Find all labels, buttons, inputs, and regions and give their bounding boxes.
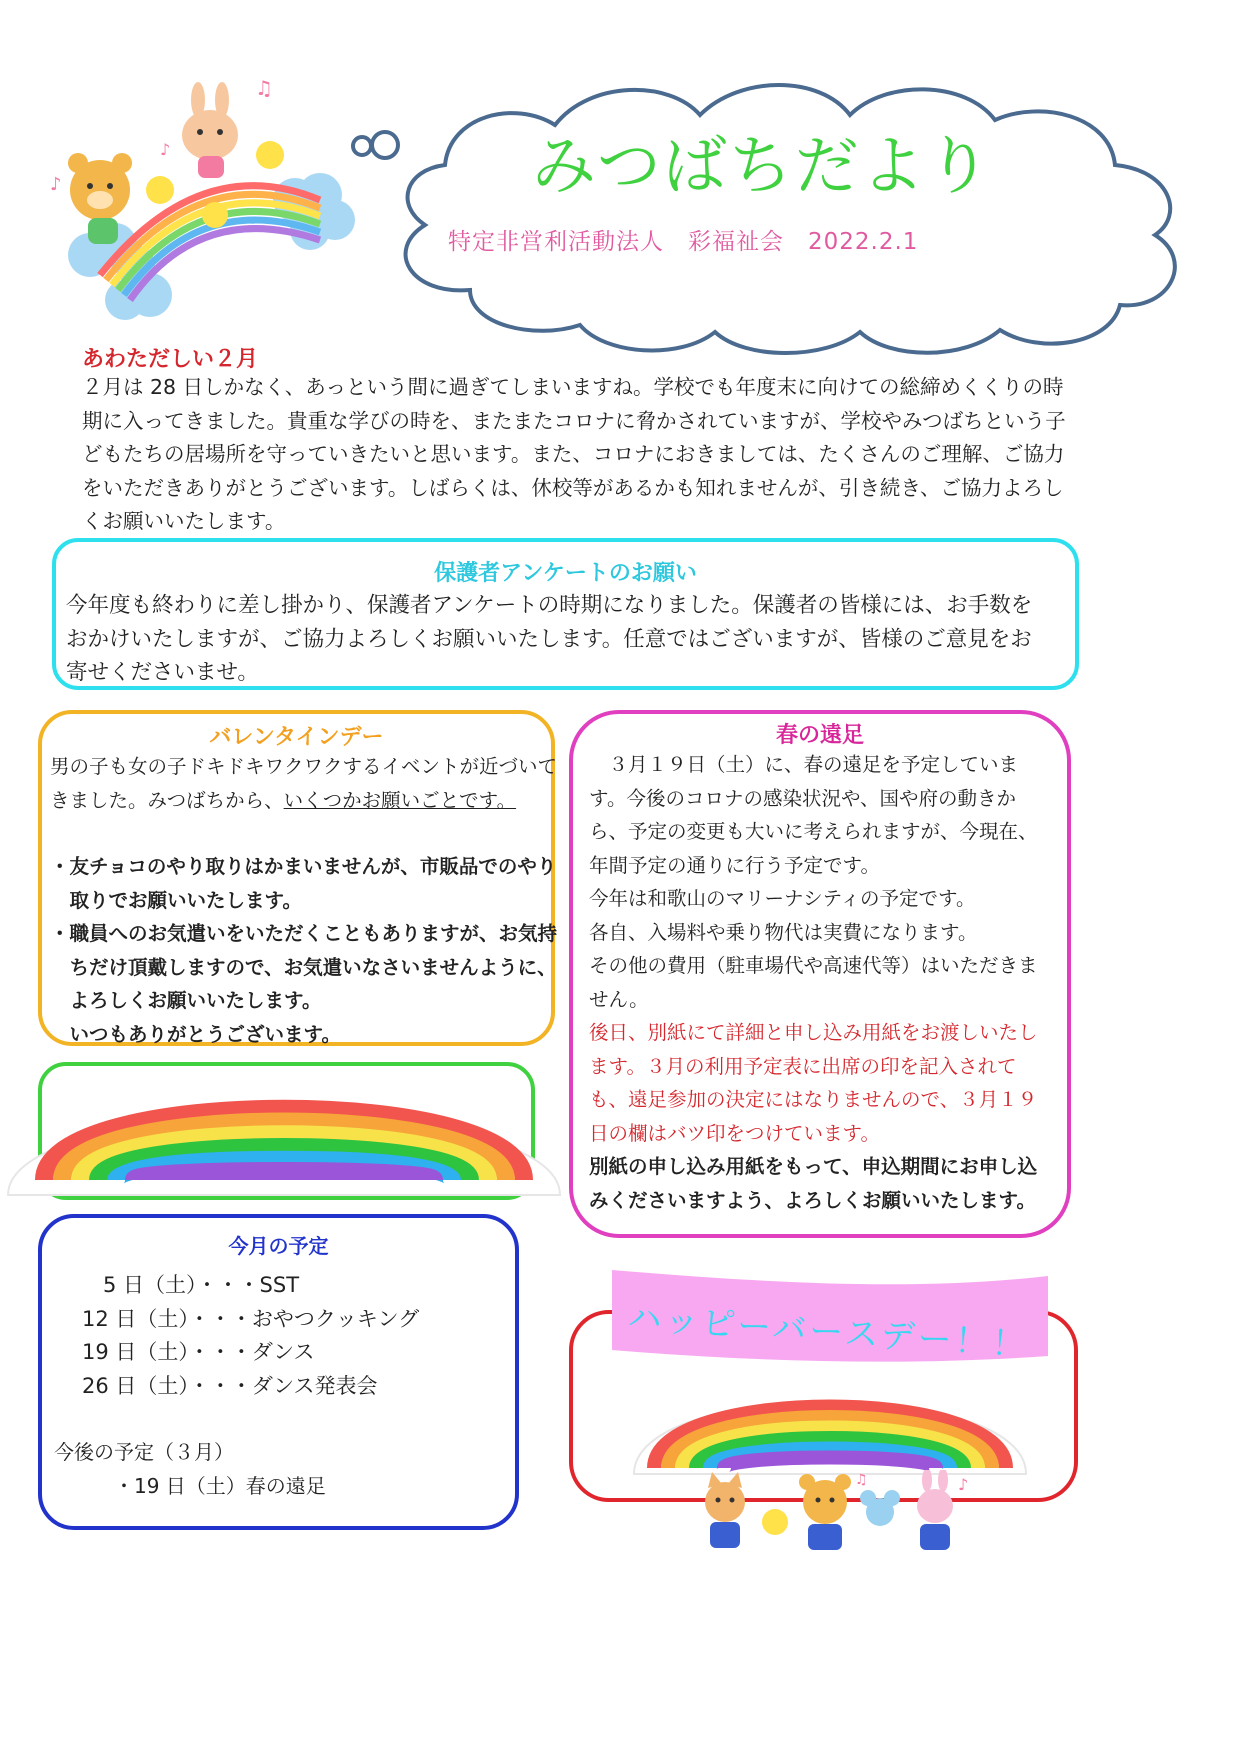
svg-text:♪: ♪ bbox=[958, 1475, 969, 1494]
spring-red-line: も、遠足参加の決定にはなりませんので、３月１９ bbox=[589, 1088, 1038, 1111]
intro-line: をいただきありがとうございます。しばらくは、休校等があるかも知れませんが、引き続き、ご協力よろし bbox=[82, 475, 1064, 500]
survey-line: 今年度も終わりに差し掛かり、保護者アンケートの時期になりました。保護者の皆様には、お手数を bbox=[66, 593, 1033, 618]
valentine-bullet: ・友チョコのやり取りはかまいませんが、市販品でのやり bbox=[50, 855, 557, 878]
spring-red-line: 日の欄はバツ印をつけています。 bbox=[589, 1121, 880, 1145]
title-cloud bbox=[340, 70, 1220, 360]
svg-text:♪: ♪ bbox=[50, 174, 62, 195]
spring-red-line: 後日、別紙にて詳細と申し込み用紙をお渡しいたし bbox=[589, 1021, 1038, 1044]
birthday-rainbow bbox=[630, 1368, 1030, 1478]
survey-line: おかけいたしますが、ご協力よろしくお願いいたします。任意ではございますが、皆様のご意見をお bbox=[66, 626, 1032, 652]
schedule-item: 26 日（土）・・・ダンス発表会 bbox=[82, 1373, 378, 1398]
animals-illustration bbox=[690, 1470, 980, 1554]
valentine-line-2 bbox=[50, 784, 551, 818]
valentine-line2-pre: きました。みつばちから、 bbox=[50, 788, 284, 812]
page-subtitle: 特定非営利活動法人 彩福祉会 2022.2.1 bbox=[448, 229, 919, 255]
spring-line: 各自、入場料や乗り物代は実費になります。 bbox=[589, 920, 978, 944]
svg-text:♫: ♫ bbox=[255, 76, 273, 100]
intro-line: くお願いいたします。 bbox=[82, 509, 286, 533]
valentine-bullet: ちだけ頂戴しますので、お気遣いなさいませんように、 bbox=[50, 955, 557, 979]
spring-bold-line: みくださいますよう、よろしくお願いいたします。 bbox=[589, 1188, 1036, 1212]
valentine-line2-underline: いくつかお願いごとです。 bbox=[283, 788, 517, 812]
spacer bbox=[50, 817, 551, 850]
schedule-item: 19 日（土）・・・ダンス bbox=[82, 1340, 315, 1364]
valentine-bullet: ・職員へのお気遣いをいただくこともありますが、お気持 bbox=[50, 922, 558, 945]
spring-line: せん。 bbox=[589, 987, 649, 1011]
svg-text:♪: ♪ bbox=[160, 140, 171, 159]
spring-red-line: ます。３月の利用予定表に出席の印を記入されて bbox=[589, 1054, 1017, 1078]
survey-body bbox=[56, 589, 1075, 690]
schedule-box bbox=[38, 1214, 519, 1530]
svg-text:♫: ♫ bbox=[855, 1472, 868, 1488]
survey-box bbox=[52, 538, 1079, 690]
spring-bold-line: 別紙の申し込み用紙をもって、申込期間にお申し込 bbox=[589, 1155, 1038, 1178]
page-title: みつばちだより bbox=[532, 130, 993, 204]
header-illustration bbox=[30, 60, 370, 330]
spring-line: 今年は和歌山のマリーナシティの予定です。 bbox=[589, 887, 976, 910]
intro-line: 期に入ってきました。貴重な学びの時を、またまたコロナに脅かされていますが、学校やみつばちという子 bbox=[82, 408, 1066, 433]
valentine-box bbox=[38, 710, 558, 1046]
valentine-bullet: よろしくお願いいたします。 bbox=[50, 989, 322, 1012]
future-item: ・19 日（土）春の遠足 bbox=[114, 1474, 326, 1498]
valentine-title: バレンタインデー bbox=[209, 725, 384, 750]
birthday-banner-text: ハッピーバースデー！！ bbox=[626, 1298, 1030, 1366]
spring-trip-title: 春の遠足 bbox=[775, 723, 864, 748]
schedule-item: 12 日（土）・・・おやつクッキング bbox=[82, 1306, 420, 1331]
valentine-body bbox=[42, 750, 558, 1051]
intro-line: ２月は 28 日しかなく、あっという間に過ぎてしまいますね。学校でも年度末に向けての総締めくくりの時 bbox=[82, 375, 1064, 399]
spring-trip-box bbox=[569, 710, 1071, 1238]
spring-line: ３月１９日（土）に、春の遠足を予定していま bbox=[589, 753, 1019, 776]
schedule-list bbox=[42, 1269, 515, 1403]
schedule-item: 5 日（土）・・・SST bbox=[82, 1273, 300, 1297]
spring-line: 年間予定の通りに行う予定です。 bbox=[589, 853, 880, 877]
valentine-line: 男の子も女の子ドキドキワクワクするイベントが近づいて bbox=[50, 755, 558, 778]
valentine-bullet: 取りでお願いいたします。 bbox=[50, 888, 302, 912]
valentine-bullet: いつもありがとうございます。 bbox=[50, 1022, 341, 1046]
spring-line: す。今後のコロナの感染状況や、国や府の動きか bbox=[589, 786, 1017, 810]
spring-trip-body bbox=[573, 748, 1067, 1217]
future-heading: 今後の予定（３月） bbox=[54, 1440, 234, 1464]
rainbow-image bbox=[4, 1070, 564, 1200]
intro-heading: あわただしい２月 bbox=[82, 347, 259, 372]
survey-line: 寄せくださいませ。 bbox=[66, 660, 259, 685]
intro-line: どもたちの居場所を守っていきたいと思います。また、コロナにおきましては、たくさんのご理解、ご協力 bbox=[82, 442, 1065, 466]
survey-title: 保護者アンケートのお願い bbox=[434, 561, 697, 586]
spring-line: その他の費用（駐車場代や高速代等）はいただきま bbox=[589, 954, 1038, 977]
schedule-title: 今月の予定 bbox=[228, 1234, 329, 1258]
intro-body bbox=[82, 371, 1092, 539]
spring-line: ら、予定の変更も大いに考えられますが、今現在、 bbox=[589, 820, 1038, 843]
